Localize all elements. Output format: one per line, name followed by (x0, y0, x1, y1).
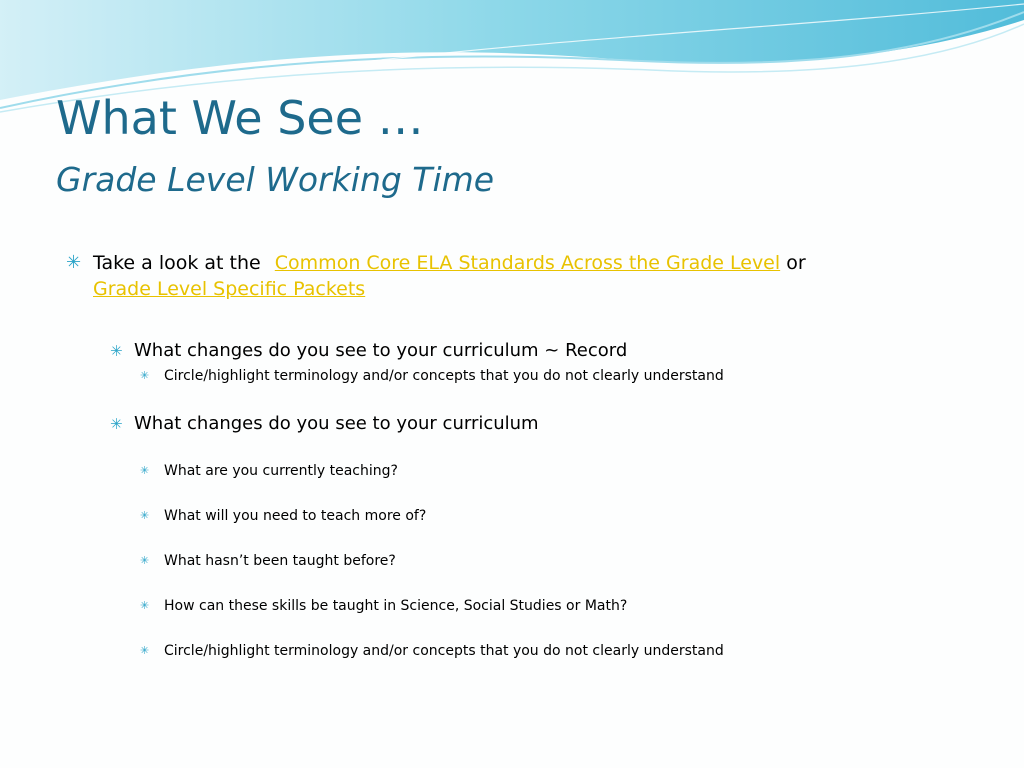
grade-level-packets-link[interactable]: Grade Level Specific Packets (93, 278, 366, 300)
slide-subtitle: Grade Level Working Time (56, 160, 495, 199)
slide-title: What We See … (56, 91, 424, 145)
section2-subitem: ✳ How can these skills be taught in Science, Social Studies or Math? (140, 598, 628, 614)
section2-subitem: ✳ What are you currently teaching? (140, 463, 398, 479)
asterisk-bullet-icon: ✳ (140, 554, 150, 567)
section2-subitem: ✳ What will you need to teach more of? (140, 508, 427, 524)
asterisk-bullet-icon: ✳ (140, 509, 150, 522)
asterisk-bullet-icon: ✳ (140, 464, 150, 477)
section1-heading: ✳ What changes do you see to your curriculum ~ Record (110, 340, 628, 361)
intro-bullet-continued (93, 276, 365, 302)
intro-prefix: Take a look at the (93, 252, 261, 274)
asterisk-bullet-icon: ✳ (140, 644, 150, 657)
asterisk-bullet-icon: ✳ (140, 369, 150, 382)
asterisk-bullet-icon: ✳ (140, 599, 150, 612)
asterisk-bullet-icon: ✳ (110, 342, 123, 360)
section2-heading: ✳ What changes do you see to your curriculum (110, 413, 539, 434)
intro-joiner: or (786, 252, 806, 274)
section1-subitem: ✳ Circle/highlight terminology and/or concepts that you do not clearly understand (140, 368, 724, 384)
intro-bullet (66, 250, 806, 276)
section2-subitem: ✳ What hasn’t been taught before? (140, 553, 396, 569)
asterisk-bullet-icon: ✳ (66, 252, 82, 273)
common-core-standards-link[interactable]: Common Core ELA Standards Across the Grade Level (274, 252, 781, 274)
asterisk-bullet-icon: ✳ (110, 415, 123, 433)
section2-subitem: ✳ Circle/highlight terminology and/or concepts that you do not clearly understand (140, 643, 724, 659)
